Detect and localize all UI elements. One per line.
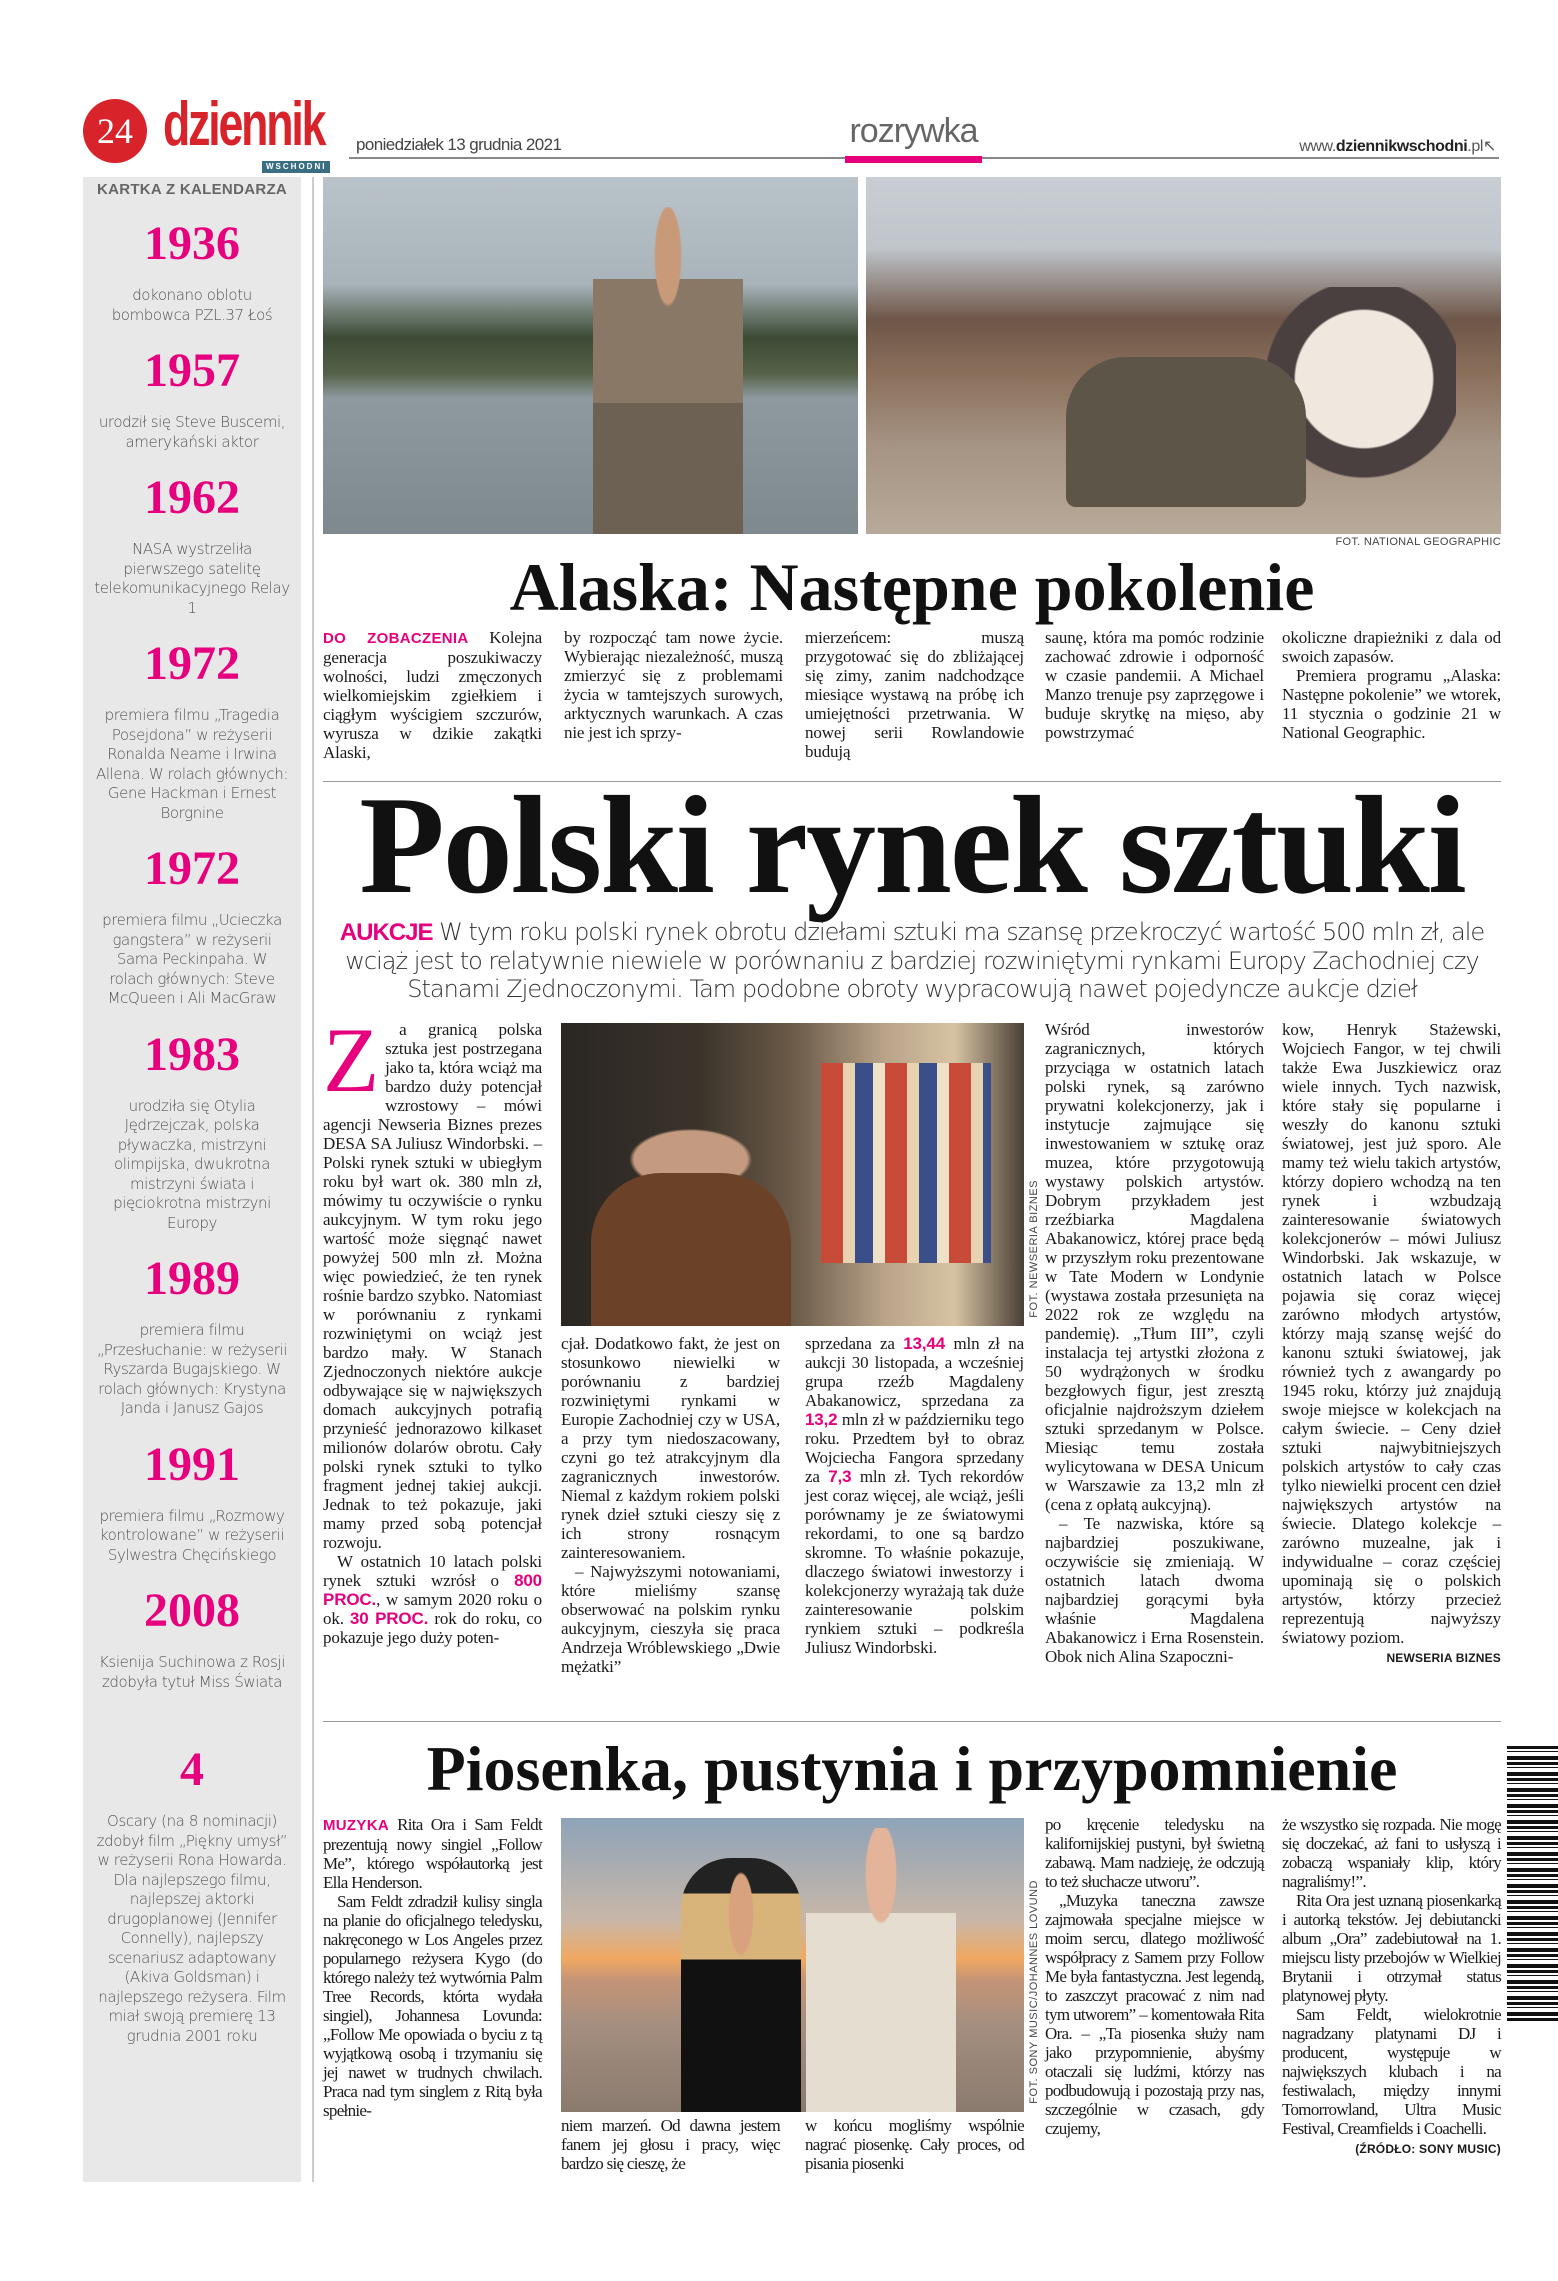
text: a granicą polska sztuka jest postrzegana jako ta, która wciąż ma bardzo duży potencjał wzrostowy – mówi agencji Newseria Biznes prezes DESA SA Juliusz Windorbski. – Polski rynek sztuki w ubiegłym roku był wart ok. 380 mln zł, mówimy tu oczywiście o rynku aukcyjnym. W tym roku jego wartość może sięgnąć nawet powyżej 500 mln zł. Można więc powiedzieć, że ten rynek rośnie bardzo szybko. Natomiast w porównaniu z rynkami rozwiniętymi on wciąż jest bardzo mały. W Stanach Zjednoczonych niektóre aukcje odbywające się w największych domach aukcyjnych potrafią przynieść jednorazowo kilkaset milionów dolarów obrotu. Cały polski rynek sztuki to tylko fragment jednej takiej aukcji. Jednak to też pokazuje, jaki mamy przed sobą potencjał rozwoju. — [323, 1020, 542, 1552]
newspaper-logo-sub: WSCHODNI — [262, 161, 330, 173]
text: że wszystko się rozpada. Nie mogę się doczekać, aż fani to usłyszą i zobaczą wspaniały klip, który nagraliśmy!”. — [1282, 1815, 1501, 1891]
calendar-event: NASA wystrzeliła pierwszego satelitę telekomunikacyjnego Relay 1 — [94, 540, 290, 617]
text: – Najwyższymi notowaniami, które mieliśmy szansę obserwować na polskim rynku aukcyjnym, cieszyła się praca Andrzeja Wróblewskiego „Dwie mężatki” — [561, 1562, 780, 1676]
paragraph — [564, 628, 783, 742]
text: , w samym 2020 roku o ok. — [323, 1590, 542, 1628]
photo-credit: FOT. NEWSERIA BIZNES — [1028, 1180, 1040, 1318]
calendar-year: 1983 — [144, 1027, 240, 1081]
calendar-event: premiera filmu „Tragedia Posejdona” w reżyserii Ronalda Neame i Irwina Allena. W rolach głównych: Gene Hackman i Ernest Borgnine — [95, 706, 289, 822]
issue-date: poniedziałek 13 grudnia 2021 — [356, 135, 562, 154]
paragraph — [323, 1552, 542, 1647]
text: Sam Feldt, wielokrotnie nagradzany platynami DJ i producent, występuje w największych klubach i na festiwalach, między innymi Tomorrowland, Ultra Music Festival, Creamfields i Coachelli. — [1282, 2005, 1501, 2138]
paragraph — [1045, 628, 1264, 742]
text: w końcu mogliśmy wspólnie nagrać piosenkę. Cały proces, od pisania piosenki — [805, 2116, 1024, 2173]
sam-feldt-figure — [806, 1828, 956, 2112]
highlight-figure: 13,2 — [805, 1410, 838, 1429]
lead-text: W tym roku polski rynek obrotu dziełami sztuki ma szansę przekroczyć wartość 500 mln zł, ale wciąż jest to relatywnie niewiele w porównaniu z bardziej rozwiniętymi rynkami Europy Zachodniej czy Stanami Zjednoczonymi. Tam podobne obroty wypracowują nawet pojedyncze aukcje dzieł — [345, 918, 1485, 1003]
article-column — [805, 1334, 1024, 1657]
section-kicker: DO ZOBACZENIA — [323, 630, 469, 647]
highlight-figure: 30 PROC. — [349, 1609, 429, 1628]
page-number-badge — [83, 99, 147, 163]
text: mln zł w październiku tego roku. Przedtem był to obraz Wojciecha Fangora sprzedany za — [805, 1410, 1024, 1486]
art-photo-juliusz-windorbski — [561, 1023, 1024, 1326]
article-column — [1282, 1020, 1501, 1665]
calendar-year: 1962 — [144, 471, 240, 524]
lead-kicker: AUKCJE — [339, 919, 433, 946]
paragraph — [1282, 628, 1501, 666]
text: „Muzyka taneczna zawsze zajmowała specjalne miejsce w moim sercu, dlatego możliwość współpracy z Samem przy Follow Me była fantastyczna. Jest legendą, to zaszczyt pracować z nim nad tym utworem” – komentowała Rita Ora. – „Ta piosenka służy nam jako przypomnienie, abyśmy otaczali się ludźmi, którzy nas podbudowują i pozostają przy nas, szczególnie w czasach, gdy czujemy, — [1045, 1891, 1264, 2138]
paragraph — [561, 1334, 780, 1562]
text: kow, Henryk Stażewski, Wojciech Fangor, w tej chwili także Ewa Juszkiewicz oraz wiele innych. Tych nazwisk, które stały się popularne i weszły do kanonu sztuki światowej, jest już sporo. Ale mamy też wielu takich artystów, którzy dopiero wchodzą na ten rynek i wzbudzają zainteresowanie światowych kolekcjonerów – mówi Juliusz Windorbski. Jak wskazuje, w ostatnich latach w Polsce pojawia się coraz więcej zarówno młodych artystów, którzy mają szansę wejść do kanonu sztuki światowej, jak również tych z awangardy po 1945 roku, którzy już znajdują swoje miejsce w kolekcjach na całym świecie. – Ceny dzieł sztuki najwybitniejszych polskich artystów to cały czas tylko niewielki procent cen dzieł największych artystów na świecie. Dlatego kolekcje – zarówno muzealne, jak i indywidualne – coraz częściej upominają się o polskich artystów, którzy przecież reprezentują najwyższy światowy poziom. — [1282, 1020, 1501, 1647]
text: sprzedana za — [805, 1334, 904, 1353]
url-suffix: .pl — [1467, 138, 1483, 155]
paragraph — [561, 1562, 780, 1676]
text: Sam Feldt zdradził kulisy singla na planie do oficjalnego teledysku, nakręconego w Los Angeles przez popularnego reżysera Kygo (do którego należy też wytwórnia Palm Tree Records, którta wydała singiel), Johannesa Lovunda: „Follow Me opowiada o byciu z tą wyjątkową osobą i trzymaniu się jej nawet w trudnych chwilach. Praca nad tym singlem z Ritą była spełnie- — [323, 1892, 542, 2120]
paragraph — [805, 628, 1024, 761]
article-signature: (ŹRÓDŁO: SONY MUSIC) — [1355, 2142, 1501, 2156]
photo-credit: FOT. NATIONAL GEOGRAPHIC — [1335, 536, 1501, 548]
text: saunę, która ma pomóc rodzinie zachować zdrowie i odporność w czasie pandemii. A Michael Manzo trenuje psy zaprzęgowe i buduje skrytkę na mięso, aby powstrzymać — [1045, 628, 1264, 742]
paragraph — [1282, 666, 1501, 742]
sidebar-title: KARTKA Z KALENDARZA — [96, 181, 288, 198]
article-headline-music: Piosenka, pustynia i przypomnienie — [426, 1733, 1398, 1804]
calendar-event: premiera filmu „Rozmowy kontrolowane” w reżyserii Sylwestra Chęcińskiego — [99, 1506, 285, 1564]
article-column — [805, 2116, 1024, 2173]
text: by rozpocząć tam nowe życie. Wybierając niezależność, muszą zmierzyć się z problemami życia w tamtejszych surowych, arktycznych warunkach. A czas nie jest ich sprzy- — [564, 628, 783, 742]
highlight-figure: 7,3 — [828, 1467, 852, 1486]
paragraph — [1282, 1020, 1501, 1665]
article-headline-art: Polski rynek sztuki — [359, 768, 1465, 923]
article-column — [1045, 628, 1264, 742]
text: Kolejna generacja poszukiwaczy wolności, ludzi zmęczonych wielkomiejskim zgiełkiem i ciągłym wyścigiem szczurów, wyrusza w dzikie zakątki Alaski, — [323, 628, 542, 762]
url-domain: dziennikwschodni — [1335, 138, 1468, 155]
text: W ostatnich 10 latach polski rynek sztuki wzrósł o — [323, 1552, 542, 1590]
sidebar-divider — [312, 177, 314, 2182]
paragraph — [1282, 2005, 1501, 2156]
photo-credit: FOT. SONY MUSIC/JOHANNES LOVUND — [1028, 1880, 1040, 2104]
calendar-year: 1972 — [144, 842, 240, 895]
page-number: 24 — [97, 111, 133, 151]
article-column — [564, 628, 783, 742]
paragraph — [1282, 1815, 1501, 1891]
paragraph — [561, 2116, 780, 2173]
calendar-year: 1936 — [144, 217, 240, 270]
rita-ora-figure — [681, 1858, 801, 2112]
text: mierzeńcem: muszą przygotować się do zbliżającej się zimy, zanim nadchodzące miesiące wystawą na próbę ich umiejętności przetrwania. W nowej serii Rowlandowie budują — [805, 628, 1024, 761]
man-figure — [593, 207, 743, 534]
text: rok do roku, co pokazuje jego duży poten- — [323, 1609, 542, 1647]
article-column — [1045, 1020, 1264, 1666]
paragraph — [805, 1334, 1024, 1657]
calendar-event: dokonano oblotu bombowca PZL.37 Łoś — [111, 286, 273, 324]
calendar-sidebar — [83, 177, 301, 2182]
paragraph — [1045, 1020, 1264, 1514]
paragraph — [1045, 1891, 1264, 2138]
highlight-figure: 13,44 — [903, 1334, 946, 1353]
text: niem marzeń. Od dawna jestem fanem jej głosu i pracy, więc bardzo się cieszę, że — [561, 2116, 780, 2173]
alaska-photo-camp-dog — [866, 177, 1501, 534]
highlight-figure: 800 PROC. — [323, 1571, 542, 1609]
article-divider — [323, 1721, 1501, 1722]
man-jacket — [591, 1173, 791, 1326]
calendar-event: urodził się Steve Buscemi, amerykański aktor — [98, 413, 286, 451]
paragraph — [805, 2116, 1024, 2173]
text: Premiera programu „Alaska: Następne pokolenie” we wtorek, 11 stycznia o godzinie 21 w National Geographic. — [1282, 666, 1501, 742]
article-column — [323, 1009, 542, 1647]
calendar-year: 1972 — [144, 637, 240, 690]
url-prefix: www. — [1299, 138, 1336, 155]
text: okoliczne drapieżniki z dala od swoich zapasów. — [1282, 628, 1501, 666]
newspaper-logo: dziennik — [163, 90, 325, 159]
article-column — [561, 1334, 780, 1676]
calendar-year: 1957 — [144, 344, 240, 397]
text: Rita Ora jest uznaną piosenkarką i autorką tekstów. Jej debiutancki album „Ora” zadebiutował na 1. miejscu listy przebojów w Wielkiej Brytanii i otrzymał status platynowej płyty. — [1282, 1891, 1501, 2005]
paragraph — [323, 1815, 542, 1892]
alaska-photo-man-river — [323, 177, 858, 534]
text: mln zł. Tych rekordów jest coraz więcej, ale wciąż, jeśli porównamy je ze światowymi rekordami, to one są bardzo skromne. To właśnie pokazuje, dlaczego światowi inwestorzy i kolekcjonerzy wyrażają tak duże zainteresowanie polskim rynkiem sztuki – podkreśla Juliusz Windorbski. — [805, 1467, 1024, 1657]
article-column — [323, 1815, 542, 2120]
text: – Te nazwiska, które są najbardziej poszukiwane, oczywiście się zmieniają. W ostatnich latach dwoma najbardziej gorącymi była właśnie Magdalena Abakanowicz i Erna Rosenstein. Obok nich Alina Szapoczni- — [1045, 1514, 1264, 1666]
calendar-event: urodziła się Otylia Jędrzejczak, polska pływaczka, mistrzyni olimpijska, dwukrotna mistrzyni świata i pięciokrotna mistrzyni Europy — [113, 1096, 271, 1232]
barcode — [1507, 1746, 1558, 2022]
calendar-year: 1989 — [144, 1252, 240, 1305]
drop-cap: Z — [323, 1009, 380, 1111]
article-column — [561, 2116, 780, 2173]
article-column — [1282, 628, 1501, 742]
cursor-icon: ↖ — [1482, 138, 1496, 155]
calendar-year: 1991 — [144, 1437, 240, 1491]
article-signature: NEWSERIA BIZNES — [1386, 1651, 1501, 1665]
music-photo-rita-ora-sam-feldt — [561, 1818, 1024, 2112]
calendar-entries — [83, 216, 301, 2046]
calendar-event: Oscary (na 8 nominacji) zdobył film „Piękny umysł” w reżyserii Rona Howarda. Dla najlepszego filmu, najlepszej aktorki drugoplanowej (Jennifer Connelly), najlepszy scenariusz adaptowany (Akiva Goldsman) i najlepszego reżysera. Film miał swoją premierę 13 grudnia 2001 roku — [96, 1812, 288, 2045]
calendar-event: premiera filmu „Przesłuchanie: w reżyserii Ryszarda Bugajskiego. W rolach głównych: Krystyna Janda i Janusz Gajos — [96, 1321, 288, 1417]
text: cjał. Dodatkowo fakt, że jest on stosunkowo niewielki w porównaniu z bardziej rozwiniętymi rynkami w Europie Zachodniej czy w USA, a przy tym niedoszacowany, czyni go też atrakcyjnym dla zagranicznych inwestorów. Niemal z każdym rokiem polski rynek dzieł sztuki cieszy się z ich strony rosnącym zainteresowaniem. — [561, 1334, 780, 1562]
calendar-year: 2008 — [144, 1584, 240, 1637]
child-figure — [1066, 357, 1306, 507]
text: Rita Ora i Sam Feldt prezentują nowy singiel „Follow Me”, którego współautorką jest Ella Henderson. — [323, 1815, 542, 1892]
calendar-year: 4 — [180, 1743, 204, 1796]
section-kicker: MUZYKA — [323, 1817, 389, 1834]
section-title: rozrywka — [849, 112, 978, 150]
text: po kręcenie teledysku na kalifornijskiej pustyni, był świetną zabawą. Mam nadzieję, że odczują to też słuchacze utworu”. — [1045, 1815, 1264, 1891]
paragraph — [1282, 1891, 1501, 2005]
article-headline-alaska: Alaska: Następne pokolenie — [509, 549, 1315, 625]
section-accent-bar — [845, 156, 982, 163]
paragraph — [323, 1892, 542, 2120]
painting — [821, 1063, 991, 1263]
paragraph — [1045, 1815, 1264, 1891]
article-column — [1045, 1815, 1264, 2138]
text: mln zł na aukcji 30 listopada, a wcześniej grupa rzeźb Magdaleny Abakanowicz, sprzedana za — [805, 1334, 1024, 1410]
article-column — [323, 628, 542, 762]
calendar-event: premiera filmu „Ucieczka gangstera” w reżyserii Sama Peckinpaha. W rolach głównych: Steve McQueen i Ali MacGraw — [102, 911, 282, 1007]
website-url[interactable] — [1299, 136, 1496, 156]
paragraph — [323, 628, 542, 762]
article-lead — [323, 918, 1501, 1003]
paragraph — [1045, 1514, 1264, 1666]
text: Wśród inwestorów zagranicznych, których przyciąga w ostatnich latach polski rynek, są zarówno prywatni kolekcjonerzy, jak i instytucje zajmujące się inwestowaniem w sztukę oraz muzea, które przygotowują wystawy polskich artystów. Dobrym przykładem jest rzeźbiarka Magdalena Abakanowicz, której prace będą w przyszłym roku prezentowane w Tate Modern w Londynie (wystawa została przesunięta na 2022 rok ze względu na pandemię). „Tłum III”, czyli instalacja tej artystki złożona z 50 wydrążonych w środku bezgłowych figur, jest zresztą oficjalnie najdroższym dziełem sztuki sprzedanym w Polsce. Miesiąc temu została wylicytowana w DESA Unicum w Warszawie za 13,2 mln zł (cena z opłatą aukcyjną). — [1045, 1020, 1264, 1514]
calendar-event: Ksienija Suchinowa z Rosji zdobyła tytuł Miss Świata — [98, 1653, 286, 1691]
article-column — [805, 628, 1024, 761]
article-column — [1282, 1815, 1501, 2156]
